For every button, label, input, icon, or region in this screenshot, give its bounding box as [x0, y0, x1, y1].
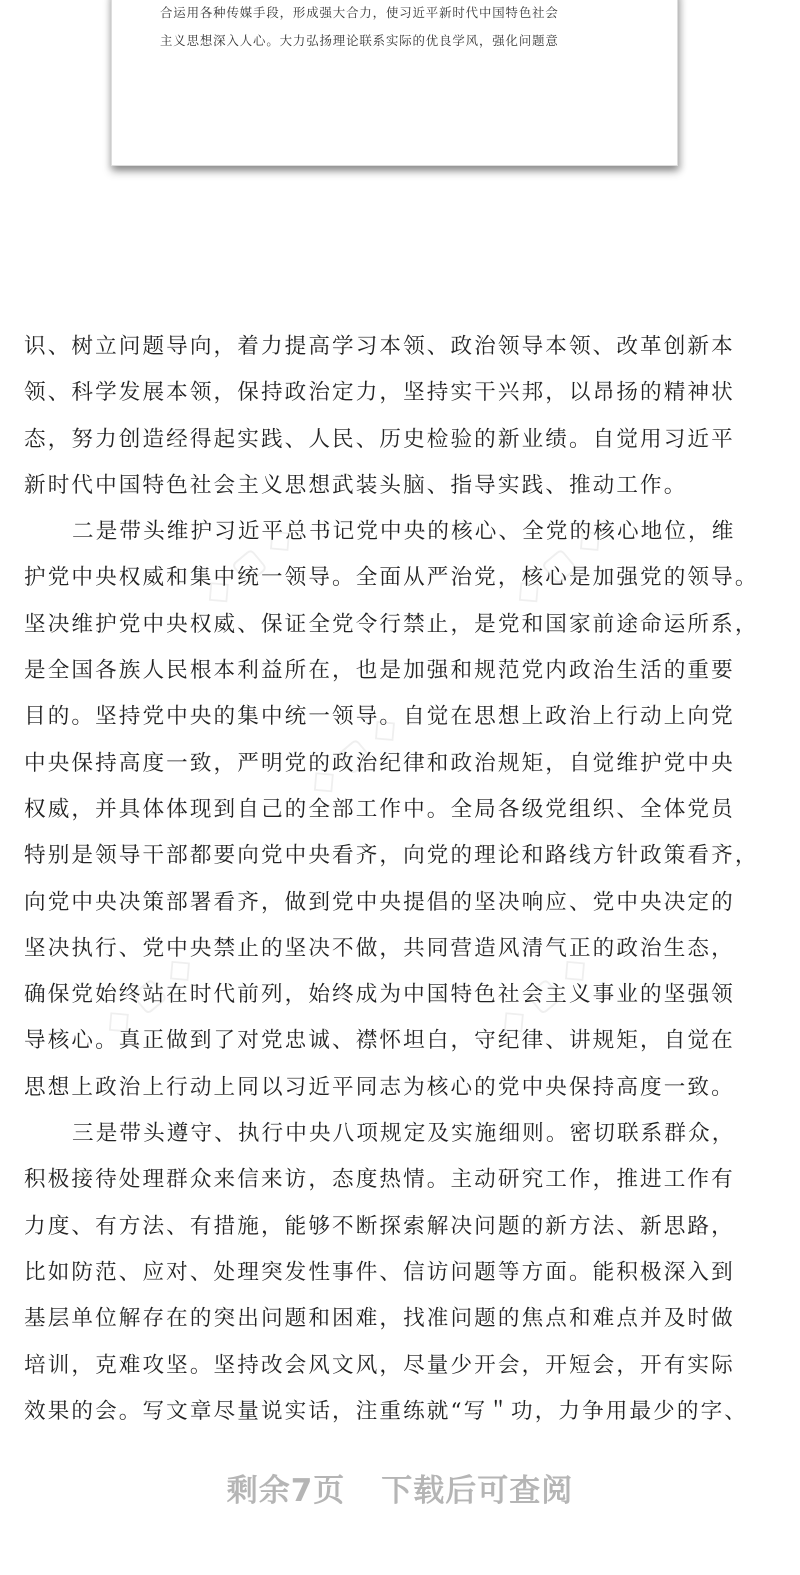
paragraph-line: 权威，并具体体现到自己的全部工作中。全局各级党组织、全体党员: [24, 796, 735, 822]
paragraph-line: 思想上政治上行动上同以习近平同志为核心的党中央保持高度一致。: [24, 1074, 735, 1100]
document-body: [24, 324, 784, 1435]
paragraph-line: 态，努力创造经得起实践、人民、历史检验的新业绩。自觉用习近平: [24, 426, 735, 452]
preview-line: 合运用各种传媒手段，形成强大合力，使习近平新时代中国特色社会: [160, 5, 559, 20]
paragraph-line: 目的。坚持党中央的集中统一领导。自觉在思想上政治上行动上向党: [24, 704, 735, 730]
paragraph-line: 中央保持高度一致，严明党的政治纪律和政治规矩，自觉维护党中央: [24, 750, 735, 776]
paragraph-line: 特别是领导干部都要向党中央看齐，向党的理论和路线方针政策看齐，: [24, 843, 759, 869]
watermark-icon: ◇ ▢ ◇: [194, 515, 302, 615]
watermark-icon: ◇ ▢ ◇: [504, 515, 612, 615]
paragraph-line: 培训，克难攻坚。坚持改会风文风，尽量少开会，开短会，开有实际: [24, 1352, 735, 1378]
preview-line: 主义思想深入人心。大力弘扬理论联系实际的优良学风，强化问题意: [160, 33, 559, 48]
paragraph-line: 效果的会。写文章尽量说实话，注重练就“写＂功，力争用最少的字、: [24, 1398, 748, 1424]
paragraph-line: 坚决维护党中央权威、保证全党令行禁止，是党和国家前途命运所系，: [24, 611, 759, 637]
paragraph-line: 基层单位解存在的突出问题和困难，找准问题的焦点和难点并及时做: [24, 1306, 735, 1332]
paragraph-line: 比如防范、应对、处理突发性事件、信访问题等方面。能积极深入到: [24, 1259, 735, 1285]
remaining-pages-label: 剩余7页: [226, 1473, 346, 1509]
paragraph-line: 二是带头维护习近平总书记党中央的核心、全党的核心地位，维: [72, 519, 736, 545]
paragraph-line: 新时代中国特色社会主义思想武装头脑、指导实践、推动工作。: [24, 472, 688, 498]
paragraph-line: 护党中央权威和集中统一领导。全面从严治党，核心是加强党的领导。: [24, 565, 759, 591]
paragraph-line: 向党中央决策部署看齐，做到党中央提倡的坚决响应、党中央决定的: [24, 889, 735, 915]
paragraph-line: 确保党始终站在时代前列，始终成为中国特色社会主义事业的坚强领: [24, 982, 735, 1008]
paragraph-line: 坚决执行、党中央禁止的坚决不做，共同营造风清气正的政治生态，: [24, 935, 735, 961]
watermark-icon: ◇ ▢ ◇: [489, 945, 597, 1045]
paragraph-line: 是全国各族人民根本利益所在，也是加强和规范党内政治生活的重要: [24, 658, 735, 684]
paragraph-line: 力度、有方法、有措施，能够不断探索解决问题的新方法、新思路，: [24, 1213, 735, 1239]
document-preview-card: [111, 0, 678, 166]
paragraph-line: 导核心。真正做到了对党忠诚、襟怀坦白，守纪律、讲规矩，自觉在: [24, 1028, 735, 1054]
download-to-view-label[interactable]: 下载后可查阅: [381, 1473, 574, 1509]
paragraph-line: 领、科学发展本领，保持政治定力，坚持实干兴邦，以昂扬的精神状: [24, 380, 735, 406]
watermark-icon: ◇ ▢ ◇: [94, 945, 202, 1045]
watermark-icon: ◇ ▢ ◇: [299, 705, 407, 805]
download-prompt[interactable]: [0, 1465, 800, 1510]
paragraph-line: 积极接待处理群众来信来访，态度热情。主动研究工作，推进工作有: [24, 1167, 735, 1193]
paragraph-line: 三是带头遵守、执行中央八项规定及实施细则。密切联系群众，: [72, 1121, 736, 1147]
paragraph-line: 识、树立问题导向，着力提高学习本领、政治领导本领、改革创新本: [24, 334, 735, 359]
